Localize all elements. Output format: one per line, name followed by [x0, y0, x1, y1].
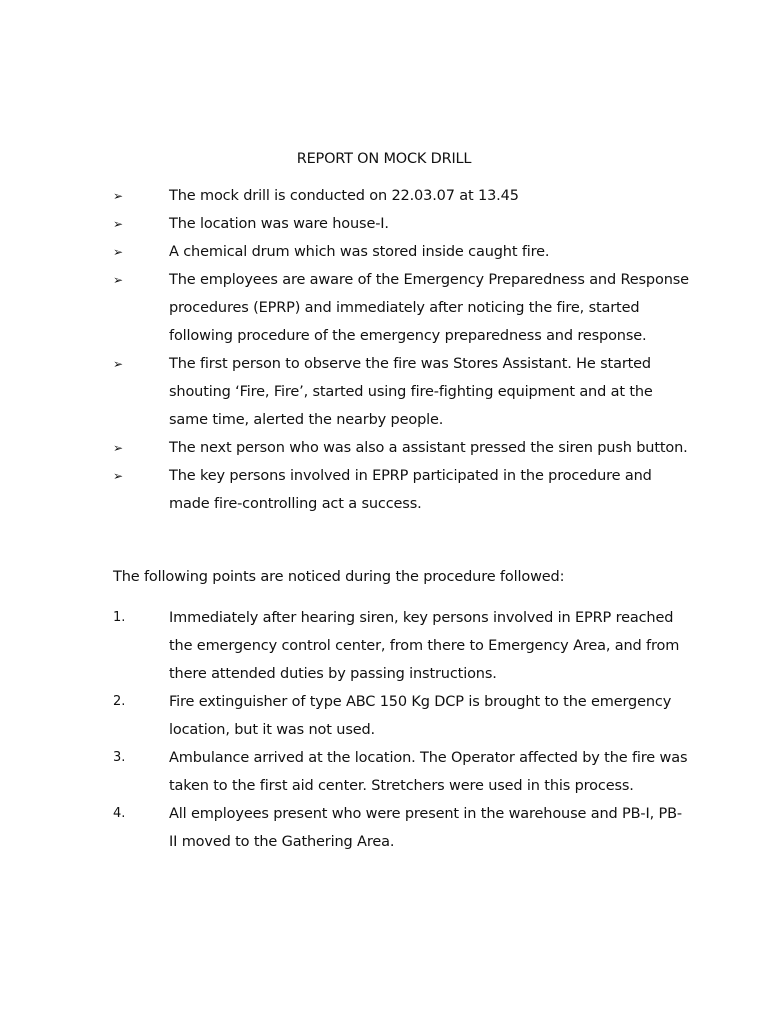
item-text: All employees present who were present in the warehouse and PB-I, PB-II moved to the Gathering Area.	[169, 806, 683, 850]
arrow-bullet-icon: ➢	[113, 469, 124, 483]
bullet-text: The next person who was also a assistant pressed the siren push button.	[169, 440, 688, 456]
item-number: 2.	[113, 694, 126, 709]
item-number: 3.	[113, 750, 126, 765]
item-text: Ambulance arrived at the location. The Operator affected by the fire was taken to the first aid center. Stretchers were used in this process.	[169, 750, 688, 794]
arrow-bullet-icon: ➢	[113, 189, 124, 203]
bullet-text: The location was ware house-I.	[169, 216, 389, 232]
bullet-text: The mock drill is conducted on 22.03.07 at 13.45	[169, 188, 519, 204]
item-text: Immediately after hearing siren, key persons involved in EPRP reached the emergency control center, from there to Emergency Area, and from there attended duties by passing instructions.	[169, 610, 680, 682]
arrow-bullet-icon: ➢	[113, 245, 124, 259]
item-number: 4.	[113, 806, 126, 821]
arrow-bullet-icon: ➢	[113, 217, 124, 231]
arrow-bullet-icon: ➢	[113, 441, 124, 455]
item-text: Fire extinguisher of type ABC 150 Kg DCP is brought to the emergency location, but it was not used.	[169, 694, 672, 738]
bullet-text: The employees are aware of the Emergency Preparedness and Response procedures (EPRP) and immediately after noticing the fire, started following procedure of the emergency preparedness and response.	[169, 272, 689, 344]
bullet-text: The first person to observe the fire was Stores Assistant. He started shouting ‘Fire, Fire’, started using fire-fighting equipment and at the same time, alerted the nearby people.	[169, 356, 653, 428]
intro-paragraph: The following points are noticed during the procedure followed:	[113, 568, 565, 585]
bullet-text: The key persons involved in EPRP participated in the procedure and made fire-controlling act a success.	[169, 468, 652, 512]
arrow-bullet-icon: ➢	[113, 357, 124, 371]
arrow-bullet-icon: ➢	[113, 273, 124, 287]
document-title: REPORT ON MOCK DRILL	[296, 151, 472, 167]
bullet-text: A chemical drum which was stored inside caught fire.	[169, 244, 550, 260]
item-number: 1.	[113, 610, 126, 625]
